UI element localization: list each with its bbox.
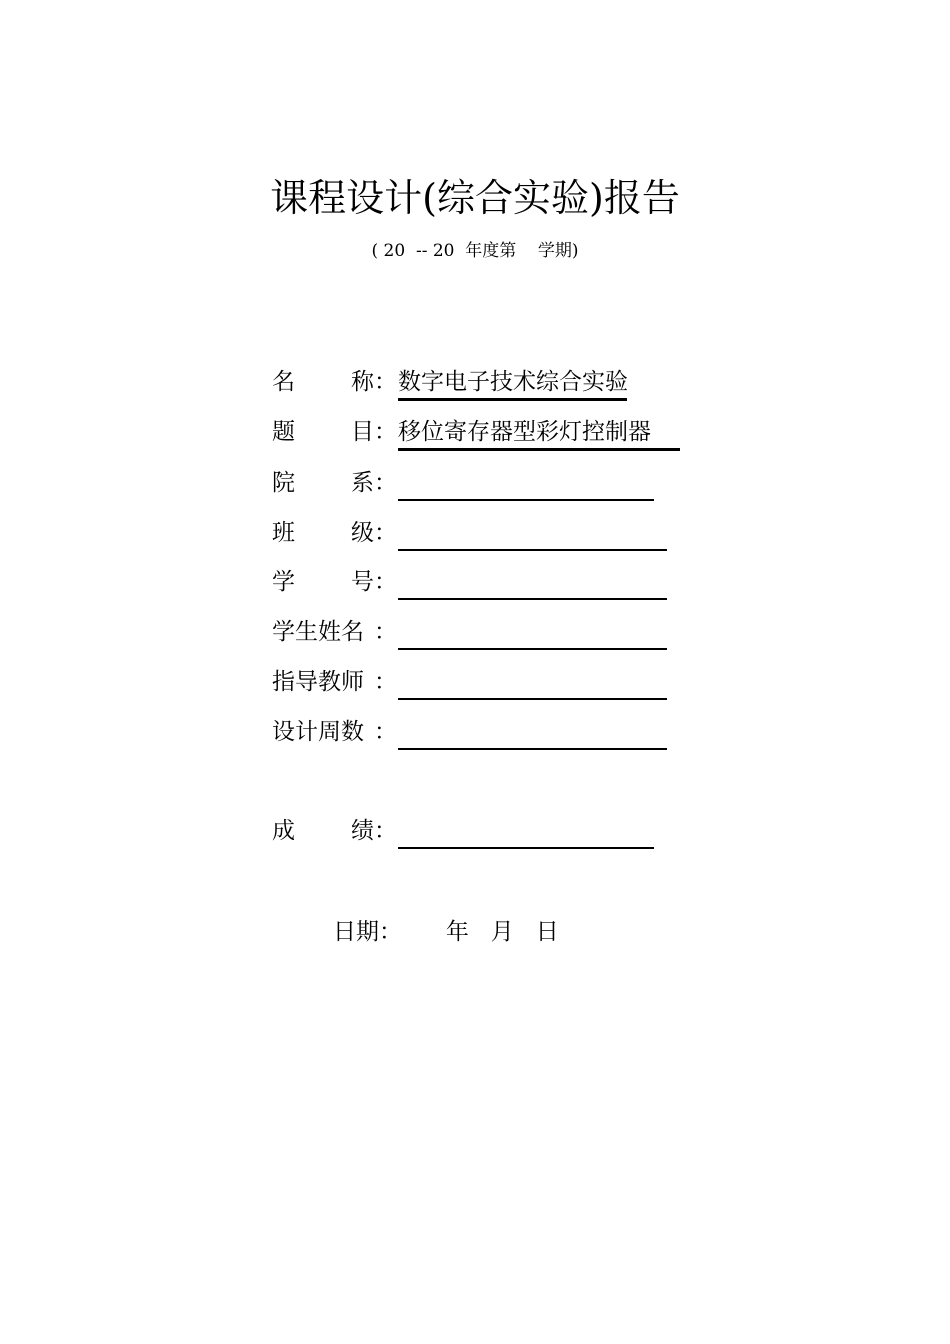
date-line: 日期： 年 月 日 <box>333 919 559 945</box>
field-grade-label: 成 绩 <box>272 818 374 844</box>
field-student-name-value[interactable] <box>398 616 667 650</box>
field-advisor-value[interactable] <box>398 666 667 700</box>
field-student-id-label: 学 号 <box>272 569 374 595</box>
field-topic-label: 题 目 <box>272 419 374 445</box>
report-title: 课程设计(综合实验)报告 <box>270 176 680 220</box>
field-course-name-value[interactable]: 数字电子技术综合实验 <box>398 366 627 401</box>
field-design-weeks-value[interactable] <box>398 716 667 750</box>
field-class-label: 班 级 <box>272 520 374 546</box>
report-cover-page: 课程设计(综合实验)报告 ( 20 -- 20 年度第 学期) 名 称 ： 数字电子技术综合实验 题 目 ： 移位寄存器型彩灯控制器 院 系 ： 班 级 ： 学 号 ： 学生姓名 ： 指导教师 ： 设计周数 ： 成 绩 ： 日期： 年 月 日 <box>0 0 950 1344</box>
field-class-value[interactable] <box>398 517 667 551</box>
field-course-name-label: 名 称 <box>272 369 374 395</box>
field-department-value[interactable] <box>398 467 654 501</box>
field-design-weeks-label: 设计周数 <box>272 719 364 745</box>
field-department-label: 院 系 <box>272 470 374 496</box>
field-student-name-label: 学生姓名 <box>272 619 364 645</box>
field-advisor-label: 指导教师 <box>272 669 364 695</box>
field-grade-value[interactable] <box>398 815 654 849</box>
academic-year-line: ( 20 -- 20 年度第 学期) <box>371 241 579 261</box>
field-student-id-value[interactable] <box>398 566 667 600</box>
field-topic-value[interactable]: 移位寄存器型彩灯控制器 <box>398 416 680 451</box>
